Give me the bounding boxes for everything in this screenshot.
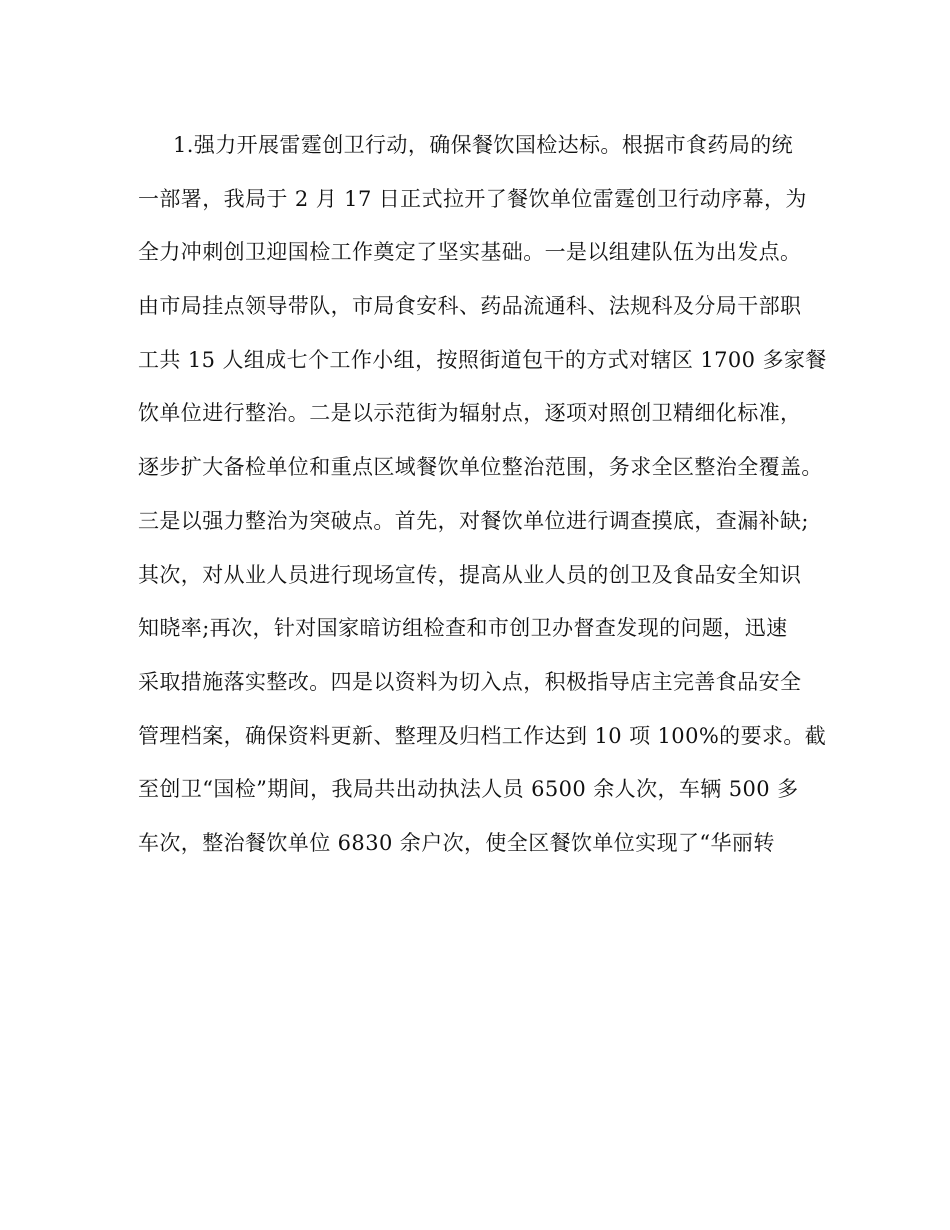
text-line: 管理档案，确保资料更新、整理及归档工作达到 10 项 100%的要求。截 — [138, 723, 827, 748]
body-paragraph — [138, 126, 838, 878]
text-line: 车次，整治餐饮单位 6830 余户次，使全区餐饮单位实现了“华丽转 — [138, 830, 775, 855]
text-line: 1.强力开展雷霆创卫行动，确保餐饮国检达标。根据市食药局的统 — [173, 133, 794, 157]
text-line: 三是以强力整治为突破点。首先，对餐饮单位进行调查摸底，查漏补缺; — [138, 508, 809, 533]
text-line: 至创卫“国检”期间，我局共出动执法人员 6500 余人次，车辆 500 多 — [138, 777, 799, 802]
text-line: 一部署，我局于 2 月 17 日正式拉开了餐饮单位雷霆创卫行动序幕，为 — [138, 186, 807, 211]
text-line: 全力冲刺创卫迎国检工作奠定了坚实基础。一是以组建队伍为出发点。 — [138, 240, 802, 265]
text-line: 知晓率;再次，针对国家暗访组检查和市创卫办督查发现的问题，迅速 — [138, 616, 788, 641]
text-line: 由市局挂点领导带队，市局食安科、药品流通科、法规科及分局干部职 — [138, 294, 802, 319]
text-line: 饮单位进行整治。二是以示范街为辐射点，逐项对照创卫精细化标准， — [138, 401, 802, 426]
text-line: 逐步扩大备检单位和重点区域餐饮单位整治范围，务求全区整治全覆盖。 — [138, 455, 823, 480]
text-line: 工共 15 人组成七个工作小组，按照街道包干的方式对辖区 1700 多家餐 — [138, 347, 827, 372]
text-line: 采取措施落实整改。四是以资料为切入点，积极指导店主完善食品安全 — [138, 669, 802, 694]
text-line: 其次，对从业人员进行现场宣传，提高从业人员的创卫及食品安全知识 — [138, 562, 802, 587]
